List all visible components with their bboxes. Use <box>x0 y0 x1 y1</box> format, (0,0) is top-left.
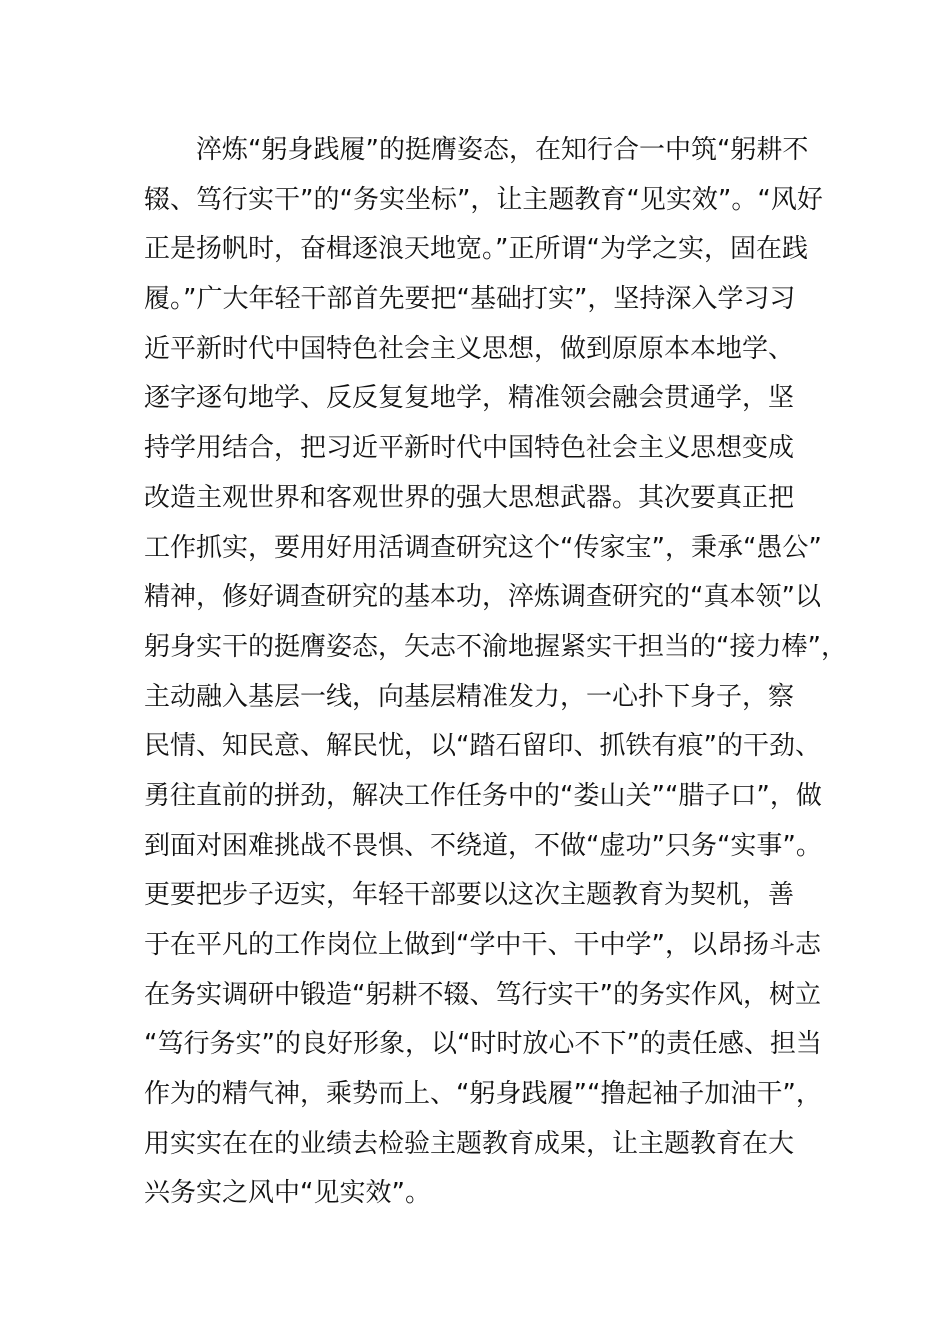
paragraph-line: 勇往直前的拼劲，解决工作任务中的“娄山关”“腊子口”，做 <box>144 780 822 811</box>
paragraph-line: 履。”广大年轻干部首先要把“基础打实”，坚持深入学习习 <box>144 284 796 315</box>
paragraph-line: 民情、知民意、解民忧，以“踏石留印、抓铁有痕”的干劲、 <box>144 731 821 762</box>
paragraph-line: 作为的精气神，乘势而上、“躬身践履”“撸起袖子加油干”， <box>144 1079 822 1110</box>
paragraph-line: 辍、笃行实干”的“务实坐标”，让主题教育“见实效”。“风好 <box>144 184 823 215</box>
paragraph-line: 到面对困难挑战不畏惧、不绕道，不做“虚功”只务“实事”。 <box>144 830 822 861</box>
paragraph-line: “笃行务实”的良好形象，以“时时放心不下”的责任感、担当 <box>144 1029 822 1060</box>
paragraph-line: 在务实调研中锻造“躬耕不辍、笃行实干”的务实作风，树立 <box>144 979 821 1010</box>
paragraph-line: 兴务实之风中“见实效”。 <box>144 1178 431 1209</box>
paragraph-line: 工作抓实，要用好用活调查研究这个“传家宝”，秉承“愚公” <box>144 532 822 563</box>
paragraph-line: 躬身实干的挺膺姿态，矢志不渝地握紧实干担当的“接力棒”， <box>144 631 847 662</box>
body-paragraph <box>144 126 847 1219</box>
paragraph-line: 正是扬帆时，奋楫逐浪天地宽。”正所谓“为学之实，固在践 <box>144 234 808 265</box>
paragraph-line: 逐字逐句地学、反反复复地学，精准领会融会贯通学，坚 <box>144 383 795 414</box>
paragraph-line: 近平新时代中国特色社会主义思想，做到原原本本地学、 <box>144 333 795 364</box>
paragraph-line: 改造主观世界和客观世界的强大思想武器。其次要真正把 <box>144 482 795 513</box>
paragraph-line: 于在平凡的工作岗位上做到“学中干、干中学”，以昂扬斗志 <box>144 930 821 960</box>
paragraph-line: 持学用结合，把习近平新时代中国特色社会主义思想变成 <box>144 433 795 464</box>
paragraph-line: 主动融入基层一线，向基层精准发力，一心扑下身子，察 <box>144 681 795 712</box>
paragraph-line: 淬炼“躬身践履”的挺膺姿态，在知行合一中筑“躬耕不 <box>144 135 809 165</box>
paragraph-line: 精神，修好调查研究的基本功，淬炼调查研究的“真本领”以 <box>144 582 821 613</box>
paragraph-line: 用实实在在的业绩去检验主题教育成果，让主题教育在大 <box>144 1128 795 1159</box>
paragraph-line: 更要把步子迈实，年轻干部要以这次主题教育为契机，善 <box>144 880 795 911</box>
